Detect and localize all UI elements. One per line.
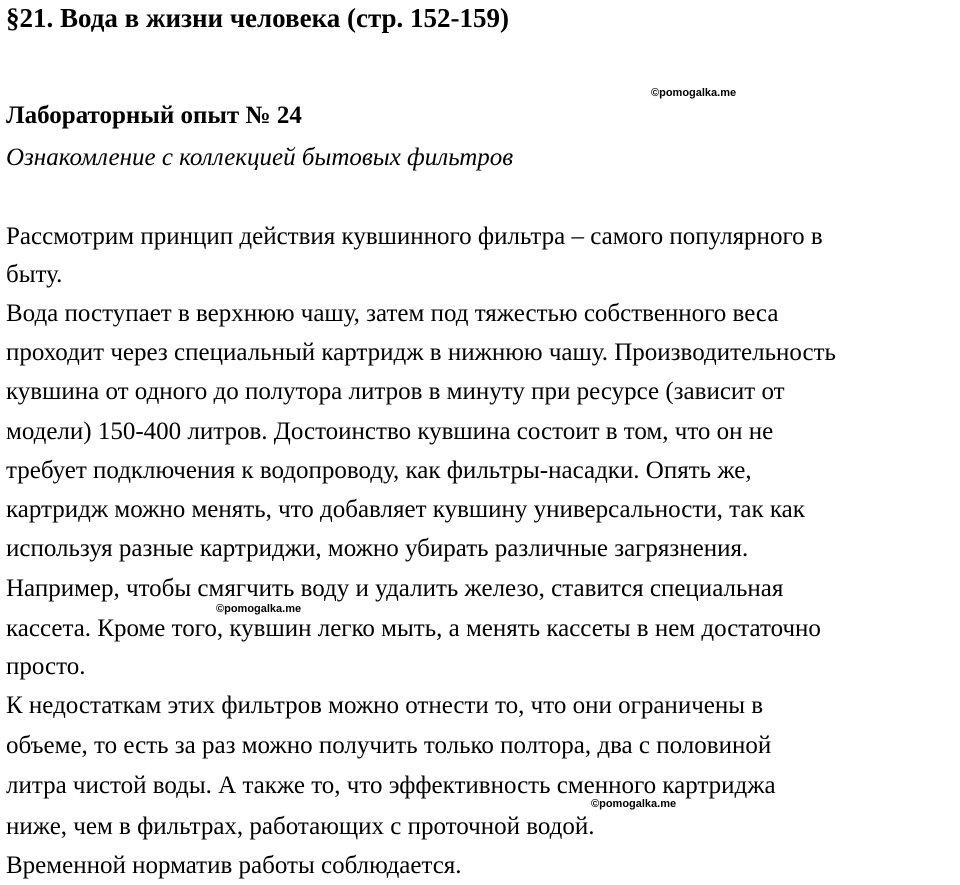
lab-experiment-heading: Лабораторный опыт № 24 bbox=[6, 102, 302, 129]
watermark-top: ©pomogalka.me bbox=[651, 87, 737, 99]
body-text-line: используя разные картриджи, можно убирать различные загрязнения. bbox=[6, 535, 749, 562]
page-title: §21. Вода в жизни человека (стр. 152-159) bbox=[6, 3, 510, 33]
watermark-bottom: ©pomogalka.me bbox=[591, 798, 677, 810]
body-text-line: ниже, чем в фильтрах, работающих с проточной водой. bbox=[6, 813, 595, 840]
body-text-line: Рассмотрим принцип действия кувшинного фильтра – самого популярного в bbox=[6, 223, 823, 250]
body-text-line: модели) 150-400 литров. Достоинство кувшина состоит в том, что он не bbox=[6, 418, 774, 445]
lab-experiment-subtitle: Ознакомление с коллекцией бытовых фильтров bbox=[6, 144, 514, 171]
watermark-middle: ©pomogalka.me bbox=[216, 603, 302, 615]
body-text-line: Временной норматив работы соблюдается. bbox=[6, 852, 462, 879]
body-text-line: К недостаткам этих фильтров можно отнести то, что они ограничены в bbox=[6, 692, 764, 719]
body-text-line: кувшина от одного до полутора литров в минуту при ресурсе (зависит от bbox=[6, 378, 785, 405]
body-text-line: Вода поступает в верхнюю чашу, затем под тяжестью собственного веса bbox=[6, 300, 779, 327]
body-text-line: объеме, то есть за раз можно получить только полтора, два с половиной bbox=[6, 732, 772, 759]
body-text-line: требует подключения к водопроводу, как фильтры-насадки. Опять же, bbox=[6, 457, 752, 484]
body-text-line: картридж можно менять, что добавляет кувшину универсальности, так как bbox=[6, 496, 805, 523]
body-text-line: быту. bbox=[6, 261, 63, 288]
body-text-line: проходит через специальный картридж в нижнюю чашу. Производительность bbox=[6, 339, 836, 366]
body-text-line: литра чистой воды. А также то, что эффективность сменного картриджа bbox=[6, 772, 776, 799]
body-text-line: Например, чтобы смягчить воду и удалить железо, ставится специальная bbox=[6, 575, 784, 602]
body-text-line: кассета. Кроме того, кувшин легко мыть, а менять кассеты в нем достаточно bbox=[6, 615, 821, 642]
body-text-line: просто. bbox=[6, 653, 86, 680]
